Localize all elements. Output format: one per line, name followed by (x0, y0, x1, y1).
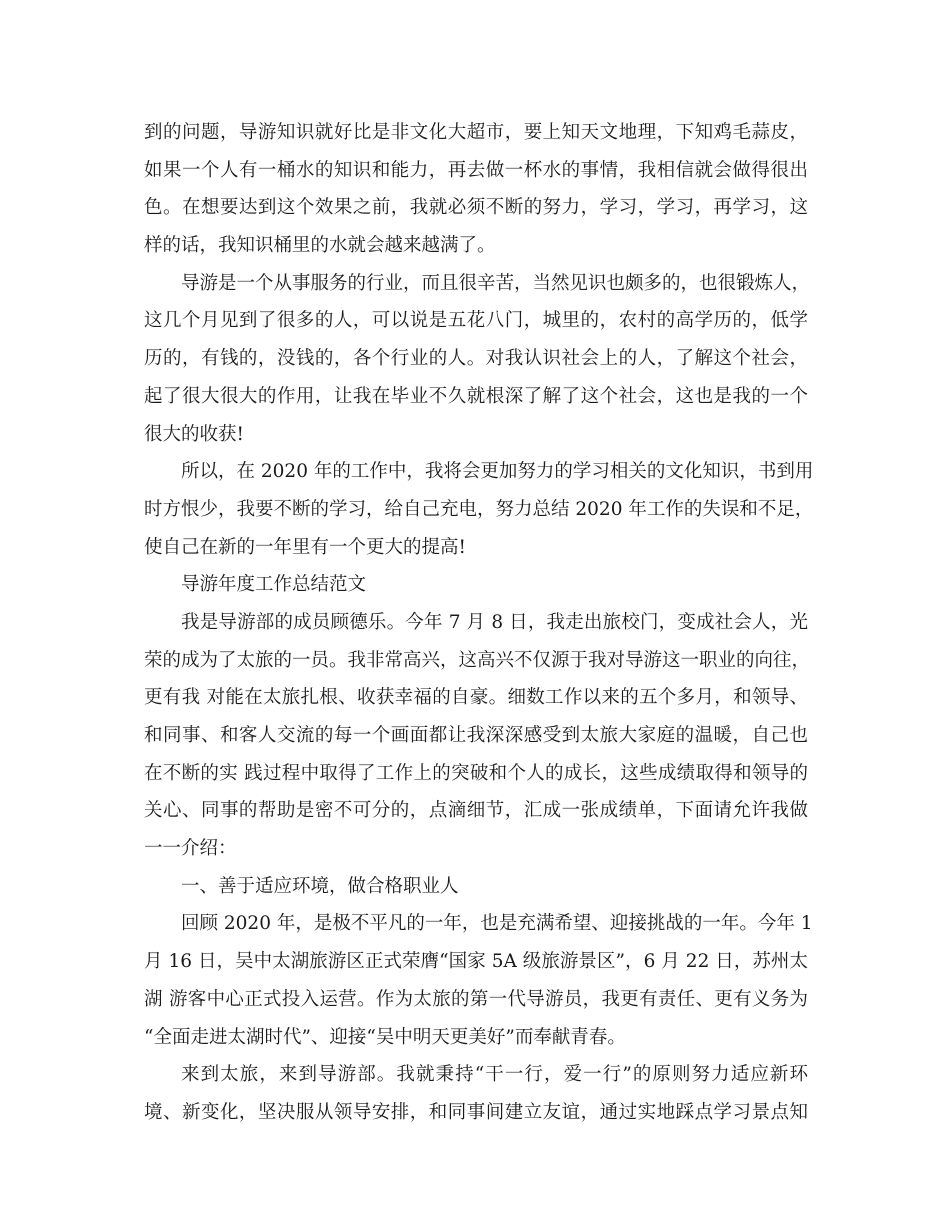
text-line: 样的话，我知识桶里的水就会越来越满了。 (144, 235, 496, 257)
text-line: 我是导游部的成员顾德乐。今年 7 月 8 日，我走出旅校门，变成社会人，光 (181, 611, 808, 633)
text-line: 一、善于适应环境，做合格职业人 (181, 875, 459, 897)
text-line: 到的问题，导游知识就好比是非文化大超市，要上知天文地理，下知鸡毛蒜皮， (144, 122, 808, 143)
text-line: 湖 游客中心正式投入运营。作为太旅的第一代导游员，我更有责任、更有义务为 (144, 988, 808, 1010)
text-line: 起了很大很大的作用，让我在毕业不久就根深了解了这个社会，这也是我的一个 (144, 385, 808, 407)
text-line: 色。在想要达到这个效果之前，我就必须不断的努力，学习，学习，再学习，这 (144, 197, 808, 219)
text-line: 更有我 对能在太旅扎根、收获幸福的自豪。细数工作以来的五个多月，和领导、 (144, 687, 808, 709)
text-line: 一一介绍： (144, 838, 237, 860)
text-line: 导游年度工作总结范文 (181, 574, 367, 596)
text-line: 在不断的实 践过程中取得了工作上的突破和个人的成长，这些成绩取得和领导的 (144, 762, 808, 784)
text-line: 荣的成为了太旅的一员。我非常高兴，这高兴不仅源于我对导游这一职业的向往， (144, 649, 811, 671)
text-line: 所以，在 2020 年的工作中，我将会更加努力的学习相关的文化知识，书到用 (181, 461, 814, 483)
text-line: 导游是一个从事服务的行业，而且很辛苦，当然见识也颇多的，也很锻炼人， (181, 272, 811, 294)
text-line: 使自己在新的一年里有一个更大的提高! (144, 536, 466, 558)
text-line: 境、新变化，坚决服从领导安排，和同事间建立友谊，通过实地踩点学习景点知 (144, 1101, 808, 1123)
text-line: 回顾 2020 年，是极不平凡的一年，也是充满希望、迎接挑战的一年。今年 1 (181, 913, 813, 935)
text-line: 月 16 日，吴中太湖旅游区正式荣膺“国家 5A 级旅游景区”，6 月 22 日，苏州太 (144, 951, 808, 973)
text-line: 来到太旅，来到导游部。我就秉持“干一行，爱一行”的原则努力适应新环 (181, 1064, 808, 1086)
text-line: 关心、同事的帮助是密不可分的，点滴细节，汇成一张成绩单，下面请允许我做 (144, 800, 808, 822)
text-line: 历的，有钱的，没钱的，各个行业的人。对我认识社会上的人，了解这个社会， (144, 348, 808, 370)
text-line: 这几个月见到了很多的人，可以说是五花八门，城里的，农村的高学历的，低学 (144, 310, 808, 332)
text-line: “全面走进太湖时代”、迎接“吴中明天更美好”而奉献青春。 (144, 1026, 626, 1048)
text-line: 很大的收获! (144, 423, 244, 445)
body-text (144, 114, 814, 1132)
text-line: 如果一个人有一桶水的知识和能力，再去做一杯水的事情，我相信就会做得很出 (144, 159, 808, 181)
text-line: 和同事、和客人交流的每一个画面都让我深深感受到太旅大家庭的温暖，自己也 (144, 725, 808, 746)
text-line: 时方恨少，我要不断的学习，给自己充电，努力总结 2020 年工作的失误和不足， (144, 498, 814, 520)
